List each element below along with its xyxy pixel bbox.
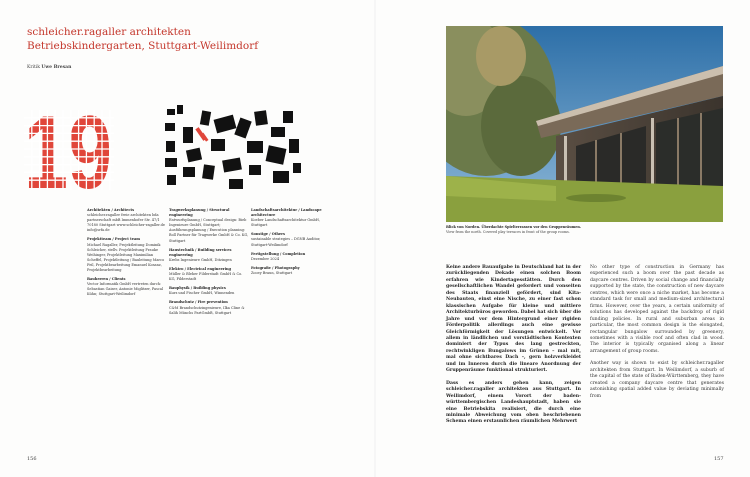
credit-block xyxy=(169,286,249,296)
credit-heading: Sonstige / Others xyxy=(251,232,285,237)
building-photo xyxy=(446,26,723,222)
spread-gutter xyxy=(374,0,376,477)
credit-text: Dezember 2024 xyxy=(251,256,280,261)
project-number-graphic xyxy=(24,110,114,190)
credit-text: Müller & Bleher Filderstadt GmbH & Co. KG, Filderstadt xyxy=(169,272,243,282)
page-number-right: 157 xyxy=(714,456,724,462)
credit-block xyxy=(169,248,249,263)
credit-heading: Landschaftsarchitektur / Landscape architecture xyxy=(251,208,322,218)
credit-text: Krebs Ingenieure GmbH, Ditzingen xyxy=(169,257,232,262)
article-text-en xyxy=(590,265,724,406)
credit-text: Zooey Braun, Stuttgart xyxy=(251,270,293,275)
credit-block xyxy=(87,277,167,297)
paragraph: Keine andere Bauaufgabe in Deutschland hat in der zurückliegenden Dekade einen solchen Boom erfahren wie Kindertagesstätten. Durch den gesellschaftlichen Wandel gefordert und vonseiten des Staats finanziell gefördert, sind Kita-Neubauten, einst eine Nische, zu einer fast schon klassischen Aufgabe für kleine und mittlere Architekturbüros geworden. Dabei hat sich über die Jahre und vor dem Hintergrund einer rigiden Förderpolitik allerdings auch eine gewisse Gleichförmigkeit der Lösungen entwickelt. Vor allem in ländlichen und vorstädtischen Kontexten dominiert der Typus des lang gestreckten, rechtwinkligen Bungalows im Grünen – mal mit, mal ohne sichtbares Dach –, gern holzverkleidet und im Inneren durch die lineare Anordnung der Gruppenräume funktional strukturiert. xyxy=(446,265,581,374)
credit-block xyxy=(251,208,331,228)
paragraph: Another way is shown to exist by schleicher.ragaller architekten from Stuttgart. In Weilimdorf, a suburb of the capital of the state of Baden-Württemberg, they have created a company daycare centre that generates astonishing spatial added value by deviating minimally from xyxy=(590,361,724,399)
credit-text: Michael Ragaller, Projektleitung Dominik Schleicher, stellv. Projektleitung Frauke Weihinger, Projektleitung Maximilian Scheffel, Projektleitung / Bauleitung Marco Feil, Projektbearbeitung Emanuel Kosanz, Projektbearbeitung xyxy=(87,242,165,273)
credit-block xyxy=(169,267,249,282)
credit-text: Kurz und Fischer GmbH, Winnenden xyxy=(169,291,235,296)
credit-block xyxy=(251,232,331,247)
credit-block xyxy=(87,208,167,233)
credit-block xyxy=(251,252,331,262)
credit-text: schleicher.ragaller freie architekten bda partnerschaft mbB Immenhofer Str. 47/1 70180 Stuttgart www.schleicher-ragaller.de info@srfa.de xyxy=(87,213,165,233)
credit-block xyxy=(251,266,331,276)
critic-name: Uwe Bresan xyxy=(41,65,72,70)
credit-heading: Elektro / Electrical engineering xyxy=(169,266,231,271)
credit-heading: Architekten / Architects xyxy=(87,208,135,212)
credit-text: sustainable strategies – DGNB Auditor, Stuttgart-Weilimdorf xyxy=(251,237,321,247)
site-plan xyxy=(163,103,303,193)
credit-text: Koeber Landschaftsarchitektur GmbH, Stuttgart xyxy=(251,218,320,228)
credit-heading: Brandschutz / Fire prevention xyxy=(169,300,228,305)
critic-line xyxy=(27,65,71,70)
page-number-left: 156 xyxy=(27,456,37,462)
credit-text: Entwurfsplanung / Conceptual design: Bieb Ingenieure GmbH, Stuttgart; Ausführungsplanung / Execution planning: Boll Partner für Tragwerke GmbH & Co. KG, Stuttgart xyxy=(169,218,249,243)
project-number: 19 xyxy=(24,110,112,190)
photo-caption xyxy=(446,225,596,235)
credit-heading: Bauphysik / Building physics xyxy=(169,286,226,291)
paragraph: Dass es anders gehen kann, zeigen schleicher.ragaller architekten aus Stuttgart. In Weilimdorf, einem Vorort der baden-württembergischen Landeshauptstadt, haben sie eine Betriebskita realisiert, die durch eine minimale Abweichung vom oben beschriebenen Schema einen erstaunlichen räumlichen Mehrwert xyxy=(446,380,581,425)
architect-name: schleicher.ragaller architekten xyxy=(27,26,191,38)
credit-heading: Fotografie / Photography xyxy=(251,265,300,270)
credit-block xyxy=(87,237,167,273)
credits-column-1 xyxy=(87,208,167,302)
credit-heading: Tragwerksplanung / Structural engineering xyxy=(169,208,230,218)
paragraph: No other type of construction in Germany has experienced such a boom over the past decade as daycare centres. Driven by social change and financially supported by the state, the construction of new daycare centres, which were once a niche market, has become a standard task for small and medium-sized architectural firms. However, over the years, a certain uniformity of solutions has developed against the backdrop of rigid funding policies. In rural and suburban areas in particular, the most common design is the elongated, rectangular bungalow surrounded by greenery, sometimes with a visible roof and often clad in wood. The interior is typically organised along a linear arrangement of group rooms. xyxy=(590,265,724,354)
credit-heading: Haustechnik / Building services engineering xyxy=(169,247,232,257)
credit-text: C&M Brandschutzingenieure, Ilka Cline & Salih Münchs PartGmbB, Stuttgart xyxy=(169,305,245,315)
credit-heading: Bauherren / Clients xyxy=(87,277,126,282)
credit-text: Vector Informatik GmbH vertreten durch: Sebastian Gaiser, Antonie Miglitzer, Pascal Kühn; Stuttgart-Weilimdorf xyxy=(87,282,164,297)
credits-column-2 xyxy=(169,208,249,320)
credits-column-3 xyxy=(251,208,331,280)
credit-block xyxy=(169,208,249,244)
article-text-de xyxy=(446,265,581,432)
credit-heading: Projektteam / Project team xyxy=(87,237,140,242)
credit-heading: Fertigstellung / Completion xyxy=(251,251,306,256)
credit-block xyxy=(169,300,249,315)
project-title: Betriebskindergarten, Stuttgart-Weilimdorf xyxy=(27,40,259,52)
caption-de: Blick von Norden. Überdachte Spielterrassen vor den Gruppenräumen. xyxy=(446,225,582,229)
caption-en: View from the north. Covered play terraces in front of the group rooms. xyxy=(446,229,570,234)
critic-prefix: Kritik xyxy=(27,65,40,70)
